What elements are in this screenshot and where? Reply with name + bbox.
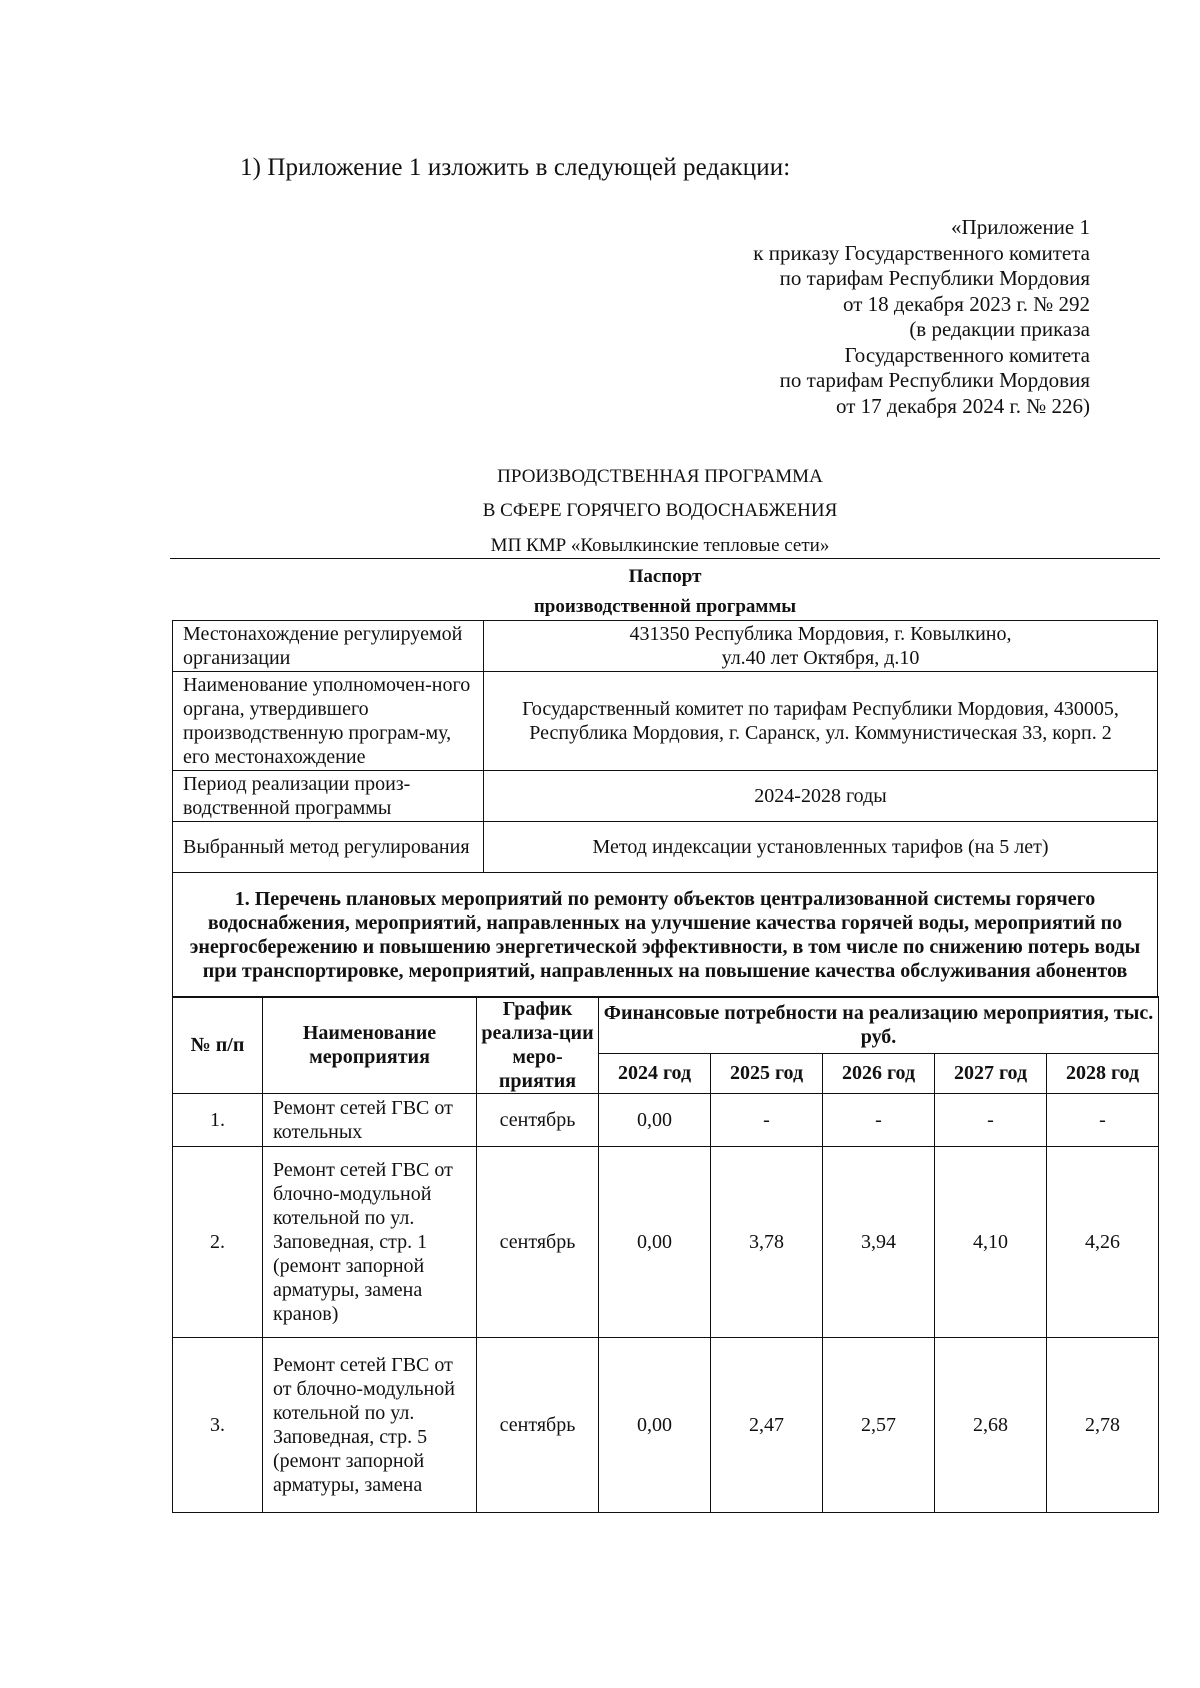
cell-value: 0,00 — [599, 1094, 711, 1147]
cell-value: 3,94 — [823, 1147, 935, 1338]
cell-num: 3. — [173, 1338, 263, 1513]
passport-table — [172, 620, 1158, 998]
passport-row — [173, 621, 1158, 672]
program-title-line2: В СФЕРЕ ГОРЯЧЕГО ВОДОСНАБЖЕНИЯ — [482, 500, 838, 521]
passport-row — [173, 771, 1158, 822]
header-num: № п/п — [173, 997, 263, 1094]
cell-num: 2. — [173, 1147, 263, 1338]
passport-value — [484, 672, 1158, 771]
cell-schedule: сентябрь — [477, 1147, 599, 1338]
approval-line: Государственного комитета — [844, 342, 1090, 367]
passport-row — [173, 822, 1158, 873]
cell-value: - — [1047, 1094, 1159, 1147]
cell-name: Ремонт сетей ГВС от от блочно-модульной котельной по ул. Заповедная, стр. 5 (ремонт запорной арматуры, замена — [263, 1338, 477, 1513]
table-row — [173, 1094, 1159, 1147]
approval-line: «Приложение 1 — [951, 215, 1090, 239]
program-organization: МП КМР «Ковылкинские тепловые сети» — [490, 535, 830, 556]
cell-name: Ремонт сетей ГВС от блочно-модульной котельной по ул. Заповедная, стр. 1 (ремонт запорной арматуры, замена кранов) — [263, 1147, 477, 1338]
cell-value: 4,26 — [1047, 1147, 1159, 1338]
passport-value-line: 431350 Республика Мордовия, г. Ковылкино, — [629, 623, 1012, 645]
section-heading-row — [173, 873, 1158, 998]
cell-value: 3,78 — [711, 1147, 823, 1338]
cell-name: Ремонт сетей ГВС от котельных — [263, 1094, 477, 1147]
approval-line: от 17 декабря 2024 г. № 226) — [836, 393, 1090, 418]
approval-line: по тарифам Республики Мордовия — [779, 368, 1090, 392]
passport-label: Наименование уполномочен-ного органа, утвердившего производственную програм-му, его местонахождение — [173, 672, 484, 771]
passport-label: Период реализации произ-водственной программы — [173, 771, 484, 822]
header-year: 2025 год — [711, 1053, 823, 1093]
events-table — [172, 996, 1159, 1513]
table-header-row — [173, 997, 1159, 1054]
cell-value: 4,10 — [935, 1147, 1047, 1338]
cell-value: - — [711, 1094, 823, 1147]
passport-value-line: Государственный комитет по тарифам Республики Мордовия, 430005, — [522, 698, 1119, 720]
cell-value: 2,68 — [935, 1338, 1047, 1513]
approval-line: от 18 декабря 2023 г. № 292 — [843, 291, 1090, 316]
passport-value-line: Республика Мордовия, г. Саранск, ул. Коммунистическая 33, корп. 2 — [529, 722, 1112, 744]
header-finance: Финансовые потребности на реализацию мероприятия, тыс. руб. — [599, 997, 1159, 1054]
approval-line: к приказу Государственного комитета — [753, 240, 1090, 265]
passport-value: 2024-2028 годы — [484, 771, 1158, 822]
passport-label: Выбранный метод регулирования — [173, 822, 484, 873]
approval-block — [753, 215, 1090, 419]
cell-num: 1. — [173, 1094, 263, 1147]
section1-title: 1. Перечень плановых мероприятий по ремонту объектов централизованной системы горячего водоснабжения, мероприятий, направленных на улучшение качества горячей воды, мероприятий по энергосбережению и повышению энергетической эффективности, в том числе по снижению потерь воды при транспортировке, мероприятий, направленных на повышение качества обслуживания абонентов — [173, 873, 1158, 998]
cell-schedule: сентябрь — [477, 1094, 599, 1147]
table-row — [173, 1147, 1159, 1338]
passport-value-line: ул.40 лет Октября, д.10 — [721, 647, 920, 669]
passport-subtitle: производственной программы — [533, 596, 797, 617]
passport-label: Местонахождение регулируемой организации — [173, 621, 484, 672]
program-title-line1: ПРОИЗВОДСТВЕННАЯ ПРОГРАММА — [497, 466, 823, 487]
cell-value: 0,00 — [599, 1338, 711, 1513]
title-rule — [170, 558, 1160, 559]
cell-value: 2,78 — [1047, 1338, 1159, 1513]
cell-schedule: сентябрь — [477, 1338, 599, 1513]
passport-value — [484, 621, 1158, 672]
header-year: 2028 год — [1047, 1053, 1159, 1093]
cell-value: - — [935, 1094, 1047, 1147]
approval-line: (в редакции приказа — [909, 317, 1090, 341]
intro-heading: 1) Приложение 1 изложить в следующей редакции: — [240, 154, 791, 181]
passport-row — [173, 672, 1158, 771]
header-schedule: График реализа-ции меро-приятия — [477, 997, 599, 1094]
cell-value: 2,47 — [711, 1338, 823, 1513]
header-name: Наименование мероприятия — [263, 997, 477, 1094]
header-year: 2027 год — [935, 1053, 1047, 1093]
cell-value: 2,57 — [823, 1338, 935, 1513]
approval-line: по тарифам Республики Мордовия — [779, 266, 1090, 290]
cell-value: - — [823, 1094, 935, 1147]
table-row — [173, 1338, 1159, 1513]
passport-value: Метод индексации установленных тарифов (на 5 лет) — [484, 822, 1158, 873]
passport-title: Паспорт — [628, 566, 702, 587]
header-year: 2026 год — [823, 1053, 935, 1093]
cell-value: 0,00 — [599, 1147, 711, 1338]
header-year: 2024 год — [599, 1053, 711, 1093]
